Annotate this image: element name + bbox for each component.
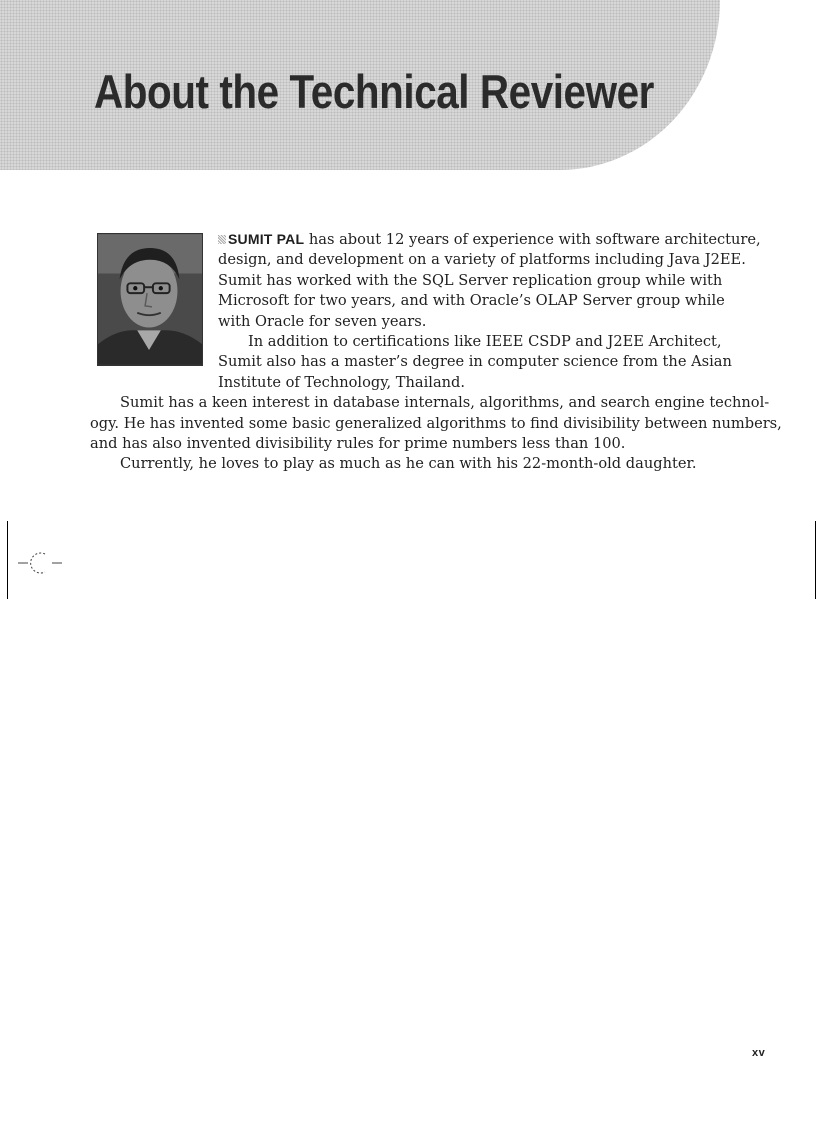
chapter-banner (0, 0, 720, 170)
bio-line: and has also invented divisibility rules for prime numbers less than 100. (90, 435, 626, 453)
page-number: xv (752, 1047, 766, 1059)
crop-mark-left (7, 521, 8, 599)
paragraph-marker-icon (218, 235, 226, 244)
bio-line: Sumit also has a master’s degree in computer science from the Asian (218, 353, 732, 371)
bio-line: with Oracle for seven years. (218, 312, 427, 330)
bio-line: Sumit has worked with the SQL Server replication group while with (218, 271, 723, 289)
reviewer-name: SUMIT PAL (228, 231, 305, 247)
bio-line: ogy. He has invented some basic generalized algorithms to find divisibility between numbers, (90, 414, 782, 432)
bio-line: Sumit has a keen interest in database internals, algorithms, and search engine technol- (120, 394, 770, 412)
reviewer-bio (90, 229, 782, 475)
page-title: About the Technical Reviewer (94, 65, 654, 118)
bio-line: SUMIT PAL has about 12 years of experience with software architecture, (90, 229, 722, 250)
registration-mark-icon (18, 548, 64, 578)
bio-line: Microsoft for two years, and with Oracle’s OLAP Server group while (218, 292, 725, 310)
bio-line: Currently, he loves to play as much as he can with his 22-month-old daughter. (120, 455, 697, 473)
bio-line: design, and development on a variety of platforms including Java J2EE. (218, 251, 746, 269)
bio-line: In addition to certifications like IEEE CSDP and J2EE Architect, (248, 333, 722, 351)
bio-line: Institute of Technology, Thailand. (218, 373, 466, 391)
